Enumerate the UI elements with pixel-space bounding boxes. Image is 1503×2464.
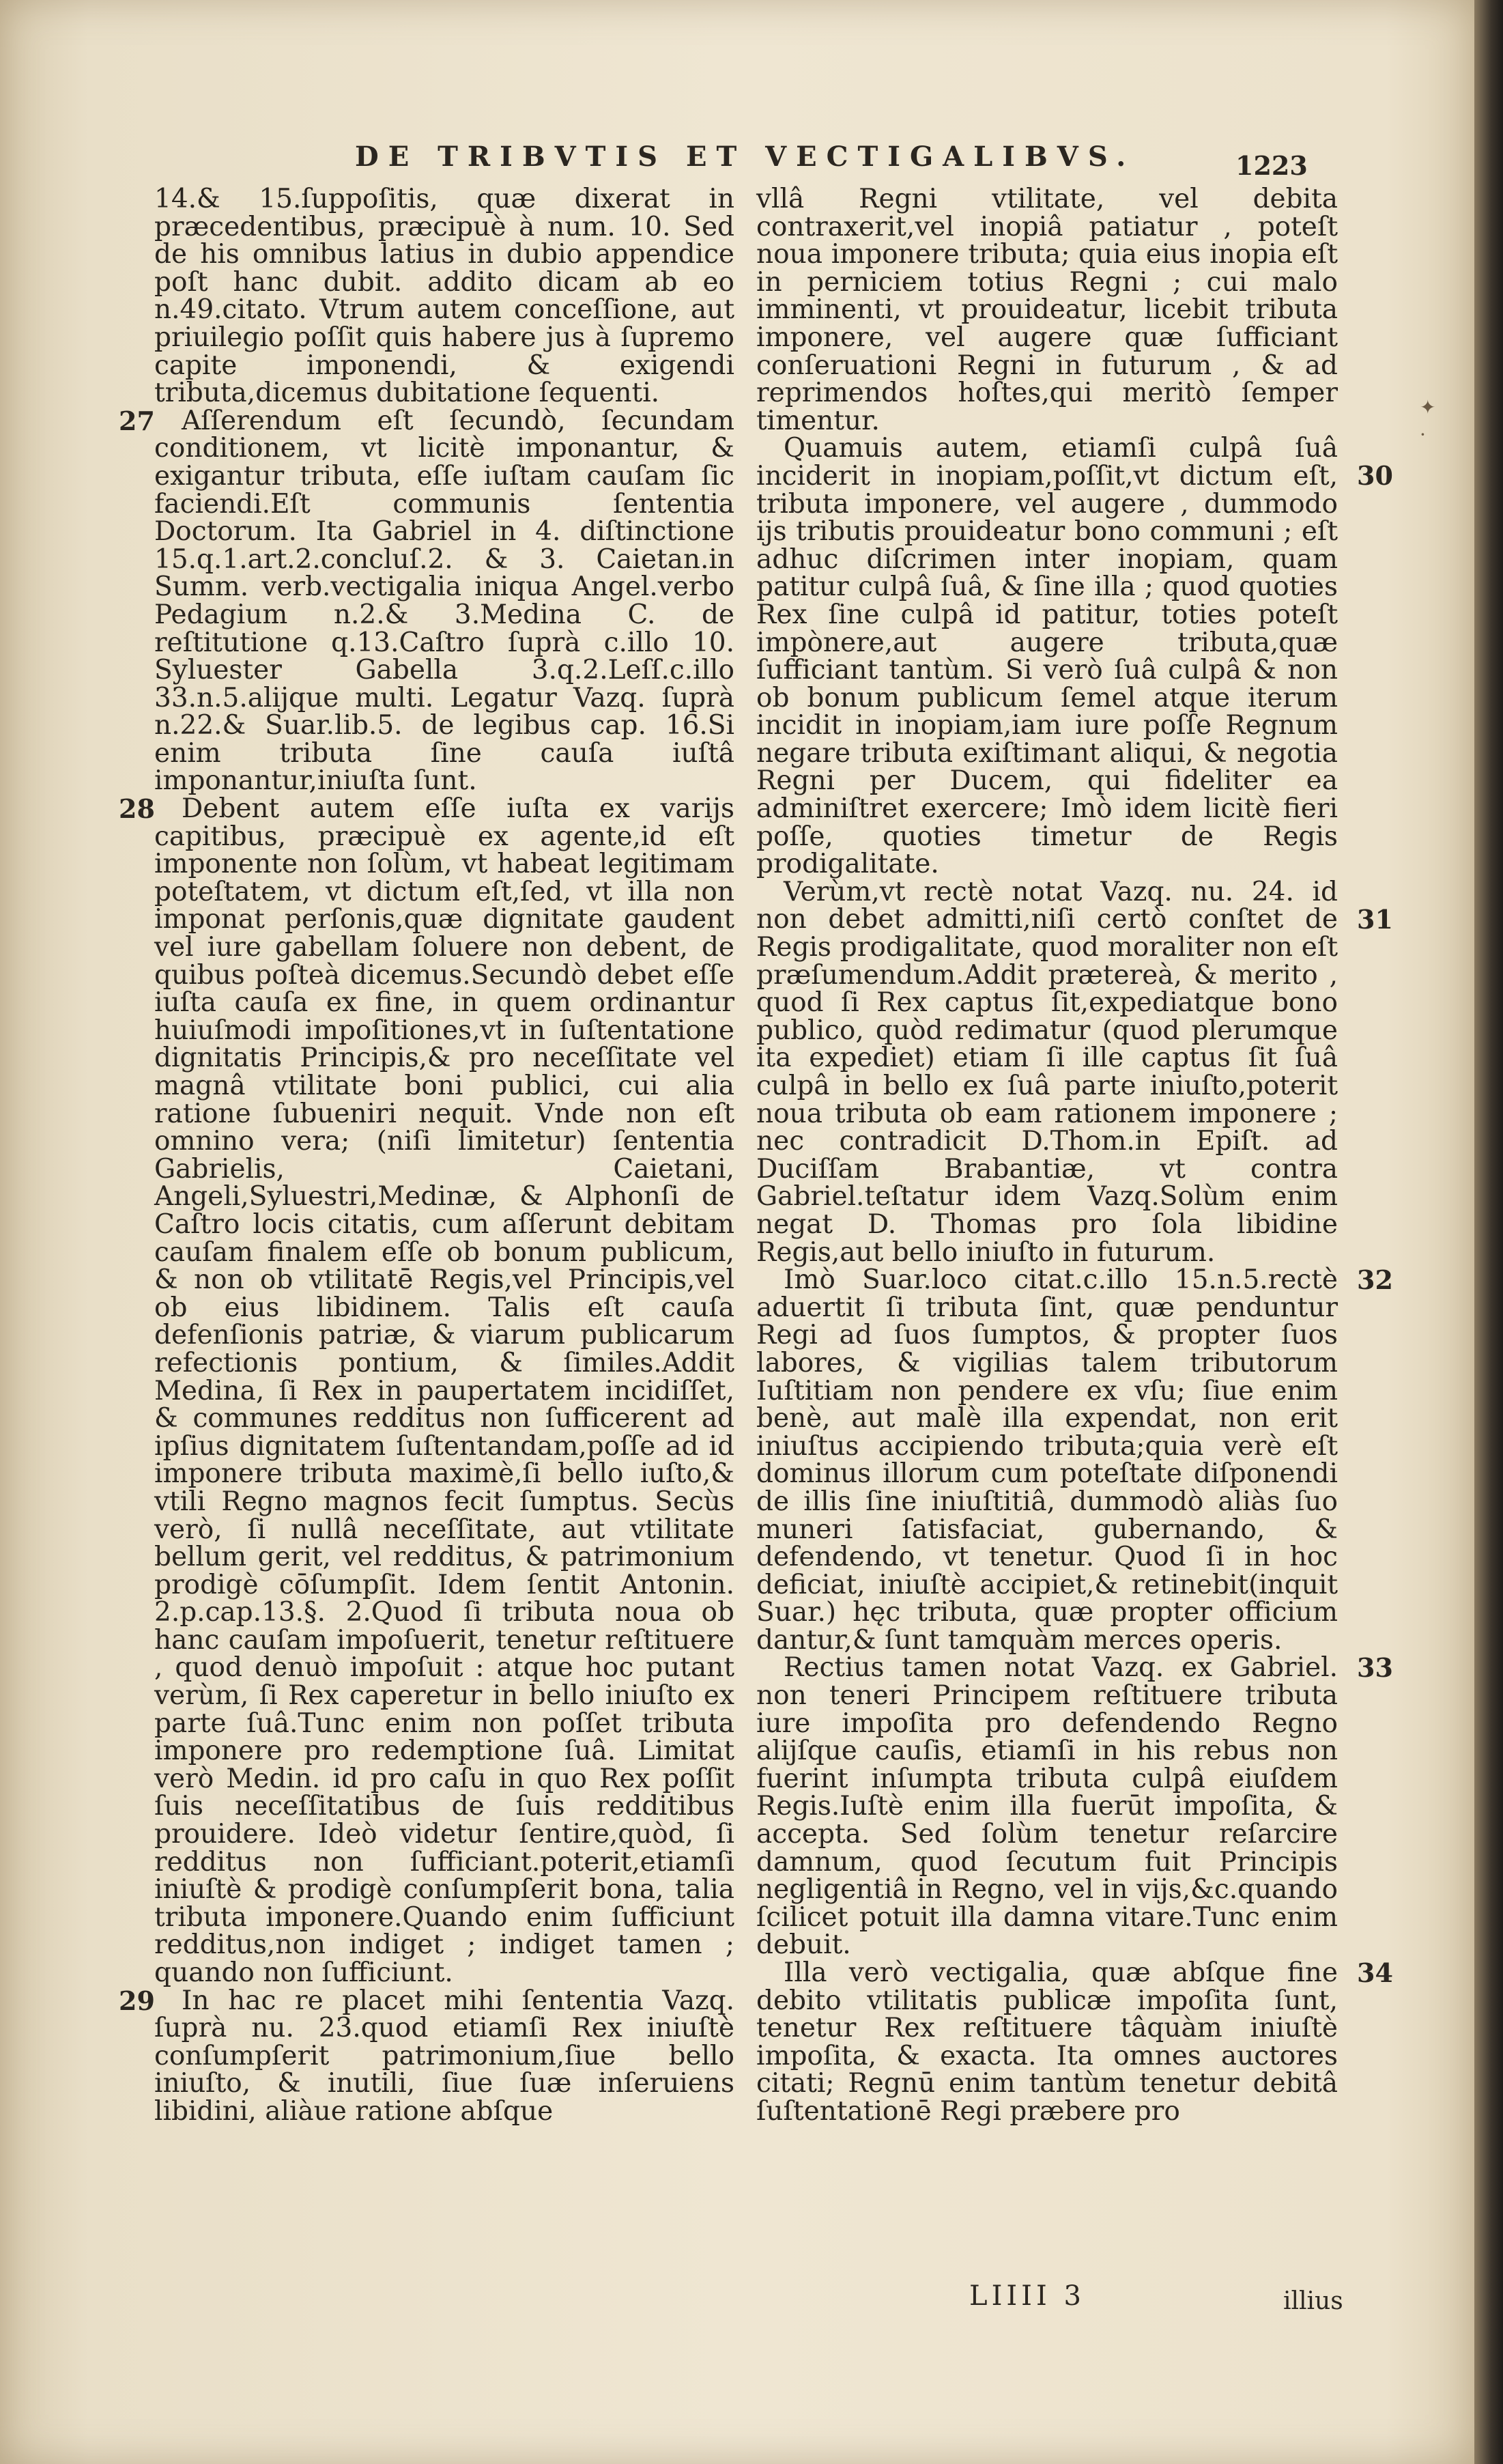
paragraph-34 xyxy=(756,1957,1393,2127)
page-number: 1223 xyxy=(1235,150,1308,181)
margin-number: 32 xyxy=(1357,1264,1393,1296)
paragraph-27 xyxy=(119,405,734,797)
paragraph-text: Aſſerendum eſt ſecundò, ſecundam conditionem, vt licitè imponantur, & exigantur tributa, eſſe iuſtam cauſam ſic faciendi.Eſt communis ſententia Doctorum. Ita Gabriel in 4. diſtinctione 15.q.1.art.2.concluſ.2. & 3. Caietan.in Summ. verb.vectigalia iniqua Angel.verbo Pedagium n.2.& 3.Medina C. de reſtitutione q.13.Caſtro ſuprà c.illo 10. Syluester Gabella 3.q.2.Leſſ.c.illo 33.n.5.alijque multi. Legatur Vazq. ſuprà n.22.& Suar.lib.5. de legibus cap. 16.Si enim tributa ſine cauſa iuſtâ imponantur,iniuſta ſunt. xyxy=(154,405,734,797)
margin-number: 33 xyxy=(1357,1652,1393,1684)
paragraph-text: In hac re placet mihi ſententia Vazq. ſuprà nu. 23.quod etiamſi Rex iniuſtè conſumpſerit patrimonium,ſiue bello iniuſto, & inutili, ſiue ſuæ inſeruiens libidini, aliàue ratione abſque xyxy=(154,1985,734,2127)
left-column xyxy=(119,184,734,2127)
margin-number: 31 xyxy=(1357,903,1393,935)
paragraph-30 xyxy=(756,433,1393,880)
paragraph-text: Imò Suar.loco citat.c.illo 15.n.5.rectè aduertit ſi tributa ſint, quæ penduntur Regi ad ſuos ſumptos, & propter ſuos labores, & vigilias talem tributorum Iuſtitiam non pendere ex vſu; ſiue enim benè, aut malè illa expendat, non erit iniuſtus accipiendo tributa;quia verè eſt dominus illorum cum poteſtate diſponendi de illis ſine iniuſtitiâ, dummodò aliàs ſuo muneri ſatisfaciat, gubernando, & defendendo, vt tenetur. Quod ſi in hoc deficiat, iniuſtè accipiet,& retinebit(inquit Suar.) hęc tributa, quæ propter officium dantur,& ſunt tamquàm merces operis. xyxy=(756,1264,1338,1656)
catchword: illius xyxy=(1283,2287,1343,2315)
paragraph-intro xyxy=(154,186,734,408)
margin-number: 30 xyxy=(1357,460,1393,492)
margin-number: 27 xyxy=(119,405,155,436)
running-header: DE TRIBVTIS ET VECTIGALIBVS. xyxy=(355,141,1136,173)
paragraph-33 xyxy=(756,1652,1393,1961)
margin-number: 29 xyxy=(119,1985,155,2016)
paragraph-text: Verùm,vt rectè notat Vazq. nu. 24. id non debet admitti,niſi certò conſtet de Regis prodigalitate, quod moraliter non eſt præſumendum.Addit prætereà, & merito , quod ſi Rex captus ſit,expediatque bono publico, quòd redimatur (quod plerumque ita expediet) etiam ſi ille captus ſit ſuâ culpâ in bello ex ſuâ parte iniuſto,poterit noua tributa ob eam rationem imponere ; nec contradicit D.Thom.in Epiſt. ad Duciſſam Brabantiæ, vt contra Gabriel.teſtatur idem Vazq.Solùm enim negat D. Thomas pro ſola libidine Regis,aut bello iniuſto in futurum. xyxy=(756,876,1338,1268)
margin-smudge: · xyxy=(1420,423,1426,446)
paragraph-text: Quamuis autem, etiamſi culpâ ſuâ inciderit in inopiam,poſſit,vt dictum eſt, tributa imponere, vel augere , dummodo ijs tributis prouideatur bono communi ; eſt adhuc diſcrimen inter inopiam, quam patitur culpâ ſuâ, & ſine illa ; quod quoties Rex ſine culpâ id patitur, toties poteſt impònere,aut augere tributa,quæ ſufficiant tantùm. Si verò ſuâ culpâ & non ob bonum publicum ſemel atque iterum incidit in inopiam,iam iure poſſe Regnum negare tributa exiſtimant aliqui, & negotia Regni per Ducem, qui fideliter ea adminiſtret exercere; Imò idem licitè fieri poſſe, quoties timetur de Regis prodigalitate. xyxy=(756,433,1338,880)
paragraph-32 xyxy=(756,1264,1393,1656)
paragraph-text: vllâ Regni vtilitate, vel debita contraxerit,vel inopiâ patiatur , poteſt noua imponere tributa; quia eius inopia eſt in perniciem totius Regni ; cui malo imminenti, vt prouideatur, licebit tributa imponere, vel augere quæ ſufficiant conſeruationi Regni in futurum , & ad reprimendos hoſtes,qui meritò ſemper timentur. xyxy=(756,184,1338,436)
right-column xyxy=(756,184,1393,2127)
paragraph-29 xyxy=(119,1985,734,2127)
book-edge xyxy=(1474,0,1503,2464)
paragraph-text: Illa verò vectigalia, quæ abſque fine debito vtilitatis publicæ impoſita ſunt, tenetur Rex reſtituere tâquàm iniuſtè impoſita, & exacta. Ita omnes auctores citati; Regnū enim tantùm tenetur debitâ ſuſtentationē Regi præbere pro xyxy=(756,1957,1338,2127)
margin-number: 28 xyxy=(119,793,155,825)
paragraph-text: 14.& 15.ſuppoſitis, quæ dixerat in præcedentibus, præcipuè à num. 10. Sed de his omnibus latius in dubio appendice poſt hanc dubit. addito dicam ab eo n.49.citato. Vtrum autem conceſſione, aut priuilegio poſſit quis habere jus à ſupremo capite imponendi, & exigendi tributa,dicemus dubitatione ſequenti. xyxy=(154,184,734,409)
paragraph-text: Rectius tamen notat Vazq. ex Gabriel. non teneri Principem reſtituere tributa iure impoſita pro defendendo Regno alijſque cauſis, etiamſi in his rebus non fuerint inſumpta tributa culpâ eiuſdem Regis.Iuſtè enim illa fuerūt impoſita, & accepta. Sed ſolùm tenetur reſarcire damnum, quod ſecutum fuit Principis negligentiâ in Regno, vel in vijs,&c.quando ſcilicet potuit illa damna vitare.Tunc enim debuit. xyxy=(756,1652,1338,1961)
paragraph-text: Debent autem eſſe iuſta ex varijs capitibus, præcipuè ex agente,id eſt imponente non ſolùm, vt habeat legitimam poteſtatem, vt dictum eſt,ſed, vt illa non imponat perſonis,quæ dignitate gaudent vel iure gabellam ſoluere non debent, de quibus poſteà dicemus.Secundò debet eſſe iuſta cauſa ex fine, in quem ordinantur huiuſmodi impoſitiones,vt in ſuſtentatione dignitatis Principis,& pro neceſſitate vel magnâ vtilitate boni publici, cui alia ratione ſubueniri nequit. Vnde non eſt omnino vera; (niſi limitetur) ſententia Gabrielis, Caietani, Angeli,Syluestri,Medinæ, & Alphonſi de Caſtro locis citatis, cum aſſerunt debitam cauſam finalem eſſe ob bonum publicum, & non ob vtilitatē Regis,vel Principis,vel ob eius libidinem. Talis eſt cauſa defenſionis patriæ, & viarum publicarum refectionis pontium, & ſimiles.Addit Medina, ſi Rex in paupertatem incidiſſet, & communes redditus non ſufficerent ad ipſius dignitatem ſuſtentandam,poſſe ad id imponere tributa maximè,ſi bello iuſto,& vtili Regno magnos fecit ſumptus. Secùs verò, ſi nullâ neceſſitate, aut vtilitate bellum gerit, vel redditus, & patrimonium prodigè cōſumpſit. Idem ſentit Antonin. 2.p.cap.13.§. 2.Quod ſi tributa noua ob hanc cauſam impoſuerit, tenetur reſtituere , quod denuò impoſuit : atque hoc putant verùm, ſi Rex caperetur in bello iniuſto ex parte ſuâ.Tunc enim non poſſet tributa imponere pro redemptione ſuâ. Limitat verò Medin. id pro caſu in quo Rex poſſit ſuis neceſſitatibus de ſuis redditibus prouidere. Ideò videtur ſentire,quòd, ſi redditus non ſufficiant.poterit,etiamſi iniuſtè & prodigè conſumpſerit bona, talia tributa imponere.Quando enim ſufficiunt redditus,non indiget ; indiget tamen ; quando non ſufficiunt. xyxy=(154,793,734,1988)
margin-smudge: ✦ xyxy=(1420,396,1436,419)
paragraph-28 xyxy=(119,793,734,1988)
margin-number: 34 xyxy=(1357,1957,1393,1988)
paragraph-continued xyxy=(756,186,1338,435)
signature-mark: LIIII 3 xyxy=(969,2280,1085,2312)
paragraph-31 xyxy=(756,876,1393,1268)
